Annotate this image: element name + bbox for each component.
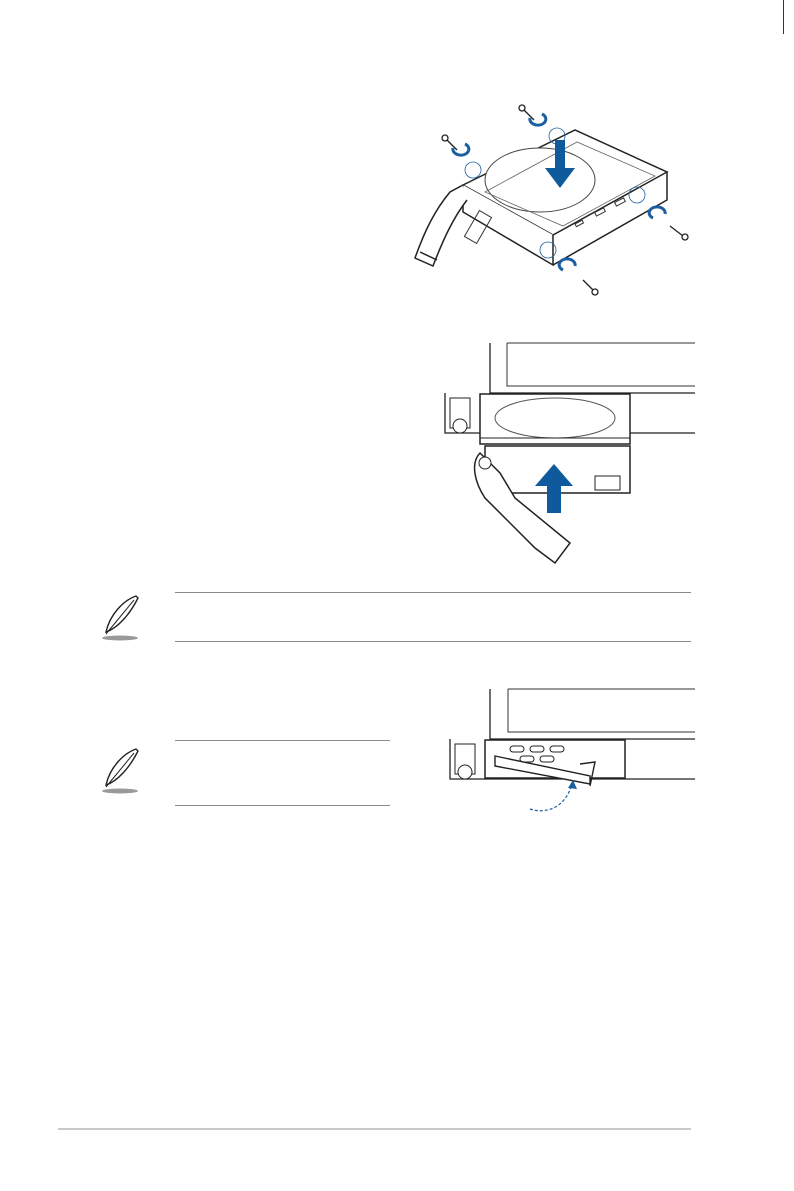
feather-icon <box>96 592 146 642</box>
figure-insert-tray <box>445 338 695 568</box>
figure-hdd-screws <box>405 100 705 305</box>
figure-close-lever <box>450 684 695 824</box>
note-rule-bottom <box>175 641 691 642</box>
feather-icon <box>96 745 146 795</box>
note-rule-bottom <box>175 805 390 806</box>
footer-rule <box>58 1128 691 1130</box>
note-rule-top <box>175 592 691 593</box>
note-rule-top <box>175 740 390 741</box>
crop-mark <box>783 0 784 34</box>
